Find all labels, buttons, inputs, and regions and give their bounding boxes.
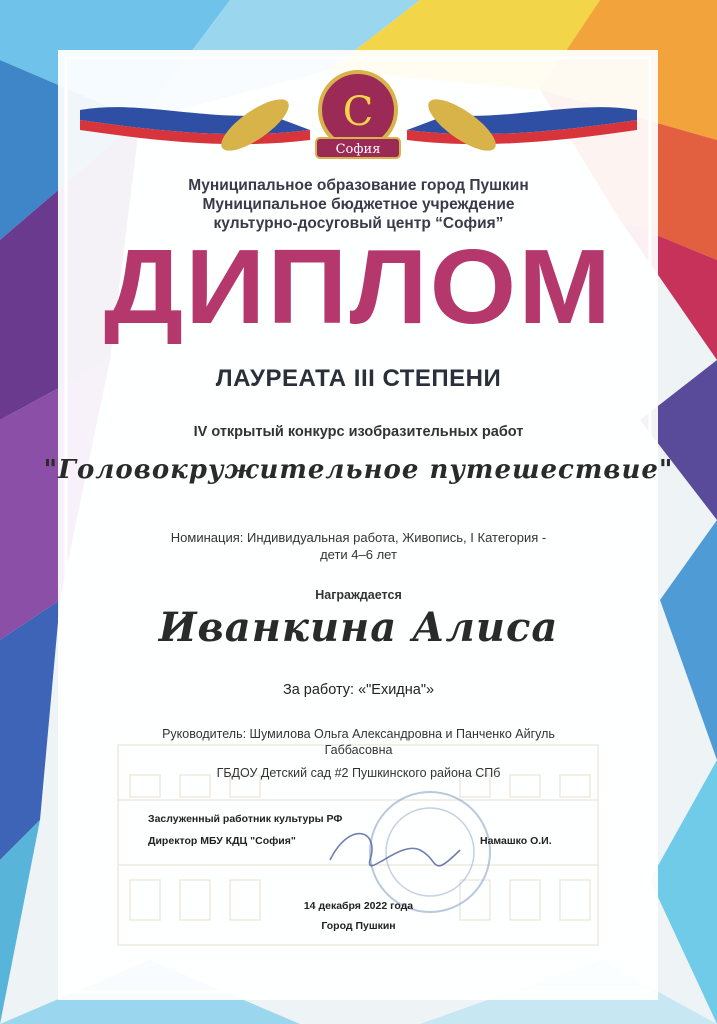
honor-title: Заслуженный работник культуры РФ: [148, 813, 343, 825]
contest-description: IV открытый конкурс изобразительных работ: [193, 424, 524, 440]
work-title: За работу: «"Ехидна"»: [282, 682, 435, 698]
logo-letter: С: [342, 89, 374, 135]
leader-line-1: Руководитель: Шумилова Ольга Александровна и Панченко Айгуль: [162, 727, 555, 741]
nomination: [0, 529, 717, 563]
awarded-label: Награждается: [315, 588, 402, 602]
org-line-2: Муниципальное бюджетное учреждение: [202, 196, 515, 213]
issue-city: Город Пушкин: [321, 920, 396, 932]
logo-emblem-text: София: [335, 142, 381, 157]
organization-header: [0, 176, 717, 233]
diploma-title: ДИПЛОМ: [103, 228, 614, 346]
recipient-name: Иванкина Алиса: [158, 604, 559, 651]
signer-name: Намашко О.И.: [480, 835, 552, 847]
nomination-line-1: Номинация: Индивидуальная работа, Живопись, I Категория -: [170, 530, 547, 545]
school-name: ГБДОУ Детский сад #2 Пушкинского района СПб: [216, 766, 501, 780]
nomination-line-2: дети 4–6 лет: [320, 547, 397, 562]
laureate-degree: ЛАУРЕАТА III СТЕПЕНИ: [215, 365, 502, 392]
contest-name: "Головокружительное путешествие": [43, 455, 674, 485]
org-line-1: Муниципальное образование город Пушкин: [188, 177, 529, 194]
issue-date: 14 декабря 2022 года: [303, 900, 414, 912]
director-position: Директор МБУ КДЦ "София": [148, 835, 296, 847]
leader-line-2: Габбасовна: [324, 743, 393, 757]
sofia-logo: [80, 70, 637, 170]
leader: [0, 726, 717, 758]
org-line-3: культурно-досуговый центр “София”: [213, 215, 504, 232]
